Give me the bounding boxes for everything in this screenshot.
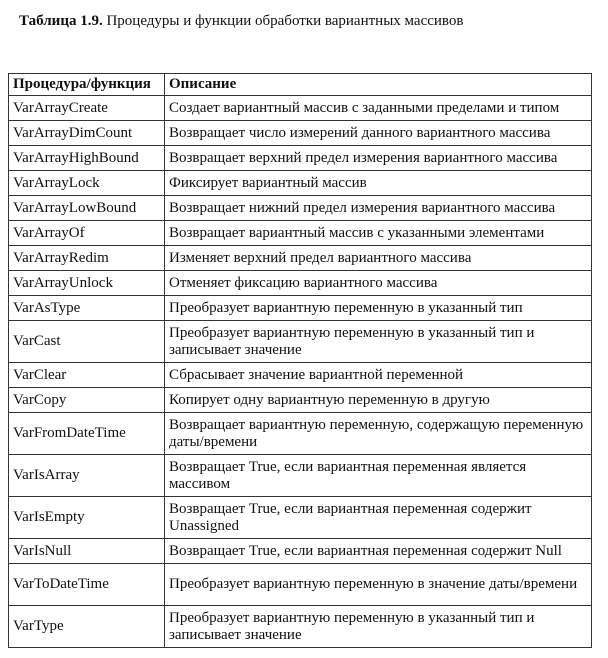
table-caption-label: Таблица 1.9. (19, 13, 103, 29)
row-name: VarArrayOf (9, 221, 165, 246)
table-row (9, 455, 592, 497)
row-name: VarIsArray (9, 455, 165, 497)
header-row (9, 74, 592, 96)
row-description: Возвращает True, если вариантная переменная содержит Null (165, 539, 592, 564)
row-name: VarIsNull (9, 539, 165, 564)
table-row (9, 321, 592, 363)
header-description: Описание (165, 74, 592, 96)
row-description: Возвращает число измерений данного вариантного массива (165, 121, 592, 146)
table-row (9, 296, 592, 321)
table-row (9, 221, 592, 246)
row-name: VarFromDateTime (9, 413, 165, 455)
functions-table (8, 73, 592, 648)
functions-table-container (8, 73, 591, 648)
table-row (9, 388, 592, 413)
row-description: Возвращает нижний предел измерения вариантного массива (165, 196, 592, 221)
table-row (9, 196, 592, 221)
table-row (9, 539, 592, 564)
table-body (9, 96, 592, 648)
row-description: Преобразует вариантную переменную в значение даты/времени (165, 564, 592, 606)
row-name: VarArrayHighBound (9, 146, 165, 171)
table-row (9, 271, 592, 296)
table-row (9, 121, 592, 146)
row-name: VarArrayLowBound (9, 196, 165, 221)
row-description: Преобразует вариантную переменную в указанный тип (165, 296, 592, 321)
table-row (9, 413, 592, 455)
row-description: Создает вариантный массив с заданными пределами и типом (165, 96, 592, 121)
row-name: VarCopy (9, 388, 165, 413)
row-name: VarArrayUnlock (9, 271, 165, 296)
row-description: Копирует одну вариантную переменную в другую (165, 388, 592, 413)
row-name: VarCast (9, 321, 165, 363)
row-name: VarArrayCreate (9, 96, 165, 121)
table-row (9, 363, 592, 388)
table-row (9, 96, 592, 121)
row-description: Возвращает вариантный массив с указанными элементами (165, 221, 592, 246)
row-description: Возвращает верхний предел измерения вариантного массива (165, 146, 592, 171)
table-header (9, 74, 592, 96)
row-name: VarToDateTime (9, 564, 165, 606)
row-name: VarArrayRedim (9, 246, 165, 271)
table-row (9, 146, 592, 171)
row-description: Преобразует вариантную переменную в указанный тип и записывает значение (165, 321, 592, 363)
row-name: VarArrayDimCount (9, 121, 165, 146)
table-row (9, 606, 592, 648)
row-description: Возвращает вариантную переменную, содержащую переменную даты/времени (165, 413, 592, 455)
row-description: Фиксирует вариантный массив (165, 171, 592, 196)
table-caption (19, 12, 463, 30)
row-name: VarArrayLock (9, 171, 165, 196)
row-description: Изменяет верхний предел вариантного массива (165, 246, 592, 271)
row-name: VarAsType (9, 296, 165, 321)
table-row (9, 171, 592, 196)
row-description: Сбрасывает значение вариантной переменной (165, 363, 592, 388)
table-caption-title: Процедуры и функции обработки вариантных массивов (106, 13, 464, 29)
row-name: VarClear (9, 363, 165, 388)
header-procedure: Процедура/функция (9, 74, 165, 96)
row-name: VarIsEmpty (9, 497, 165, 539)
row-description: Отменяет фиксацию вариантного массива (165, 271, 592, 296)
row-description: Преобразует вариантную переменную в указанный тип и записывает значение (165, 606, 592, 648)
table-row (9, 564, 592, 606)
row-description: Возвращает True, если вариантная переменная является массивом (165, 455, 592, 497)
row-description: Возвращает True, если вариантная переменная содержит Unassigned (165, 497, 592, 539)
row-name: VarType (9, 606, 165, 648)
table-row (9, 497, 592, 539)
table-row (9, 246, 592, 271)
